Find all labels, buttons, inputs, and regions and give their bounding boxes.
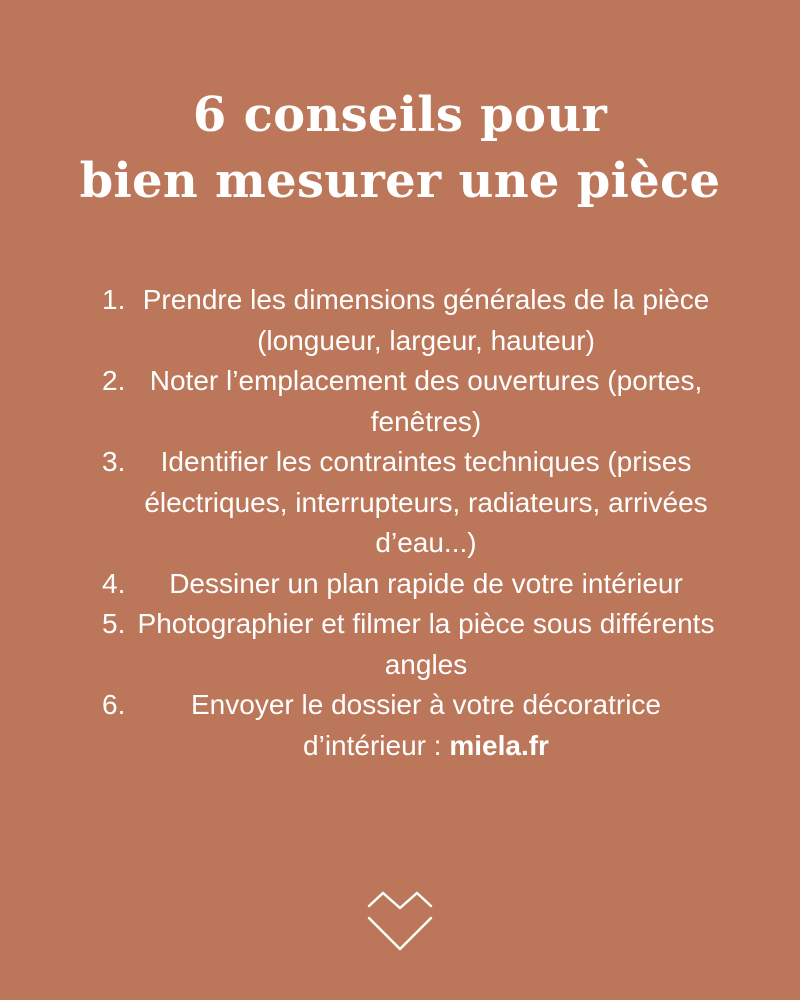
tips-list bbox=[96, 280, 716, 766]
tip-item-4 bbox=[96, 564, 716, 605]
tip-item-6 bbox=[96, 685, 716, 766]
tip-number: 5. bbox=[102, 608, 126, 639]
tip-text: Photographier et filmer la pièce sous différents angles bbox=[137, 608, 715, 680]
title-line-2: bien mesurer une pièce bbox=[79, 153, 721, 209]
page-title bbox=[0, 82, 800, 214]
tip-number: 1. bbox=[102, 284, 126, 315]
tip-number: 4. bbox=[102, 567, 126, 599]
tip-item-2 bbox=[96, 361, 716, 442]
tip-number: 2. bbox=[102, 365, 126, 396]
tip-item-1 bbox=[96, 280, 716, 361]
tip-item-3 bbox=[96, 442, 716, 564]
tip-number: 3. bbox=[102, 446, 126, 477]
tip-item-5 bbox=[96, 604, 716, 685]
tip-number: 6. bbox=[102, 689, 126, 720]
tip-text: Prendre les dimensions générales de la pièce (longueur, largeur, hauteur) bbox=[142, 284, 710, 356]
tip-text: Identifier les contraintes techniques (prises électriques, interrupteurs, radiateurs, arrivées d’eau...) bbox=[144, 446, 708, 558]
tip-text bbox=[136, 685, 716, 766]
title-line-1: 6 conseils pour bbox=[192, 87, 608, 143]
tip-text: Dessiner un plan rapide de votre intérieur bbox=[169, 567, 683, 599]
tip-text: Noter l’emplacement des ouvertures (portes, fenêtres) bbox=[149, 365, 703, 437]
website-link[interactable]: miela.fr bbox=[449, 729, 549, 761]
heart-outline-icon bbox=[366, 886, 434, 952]
tip-text-body: Envoyer le dossier à votre décoratrice d’intérieur : bbox=[191, 689, 661, 761]
